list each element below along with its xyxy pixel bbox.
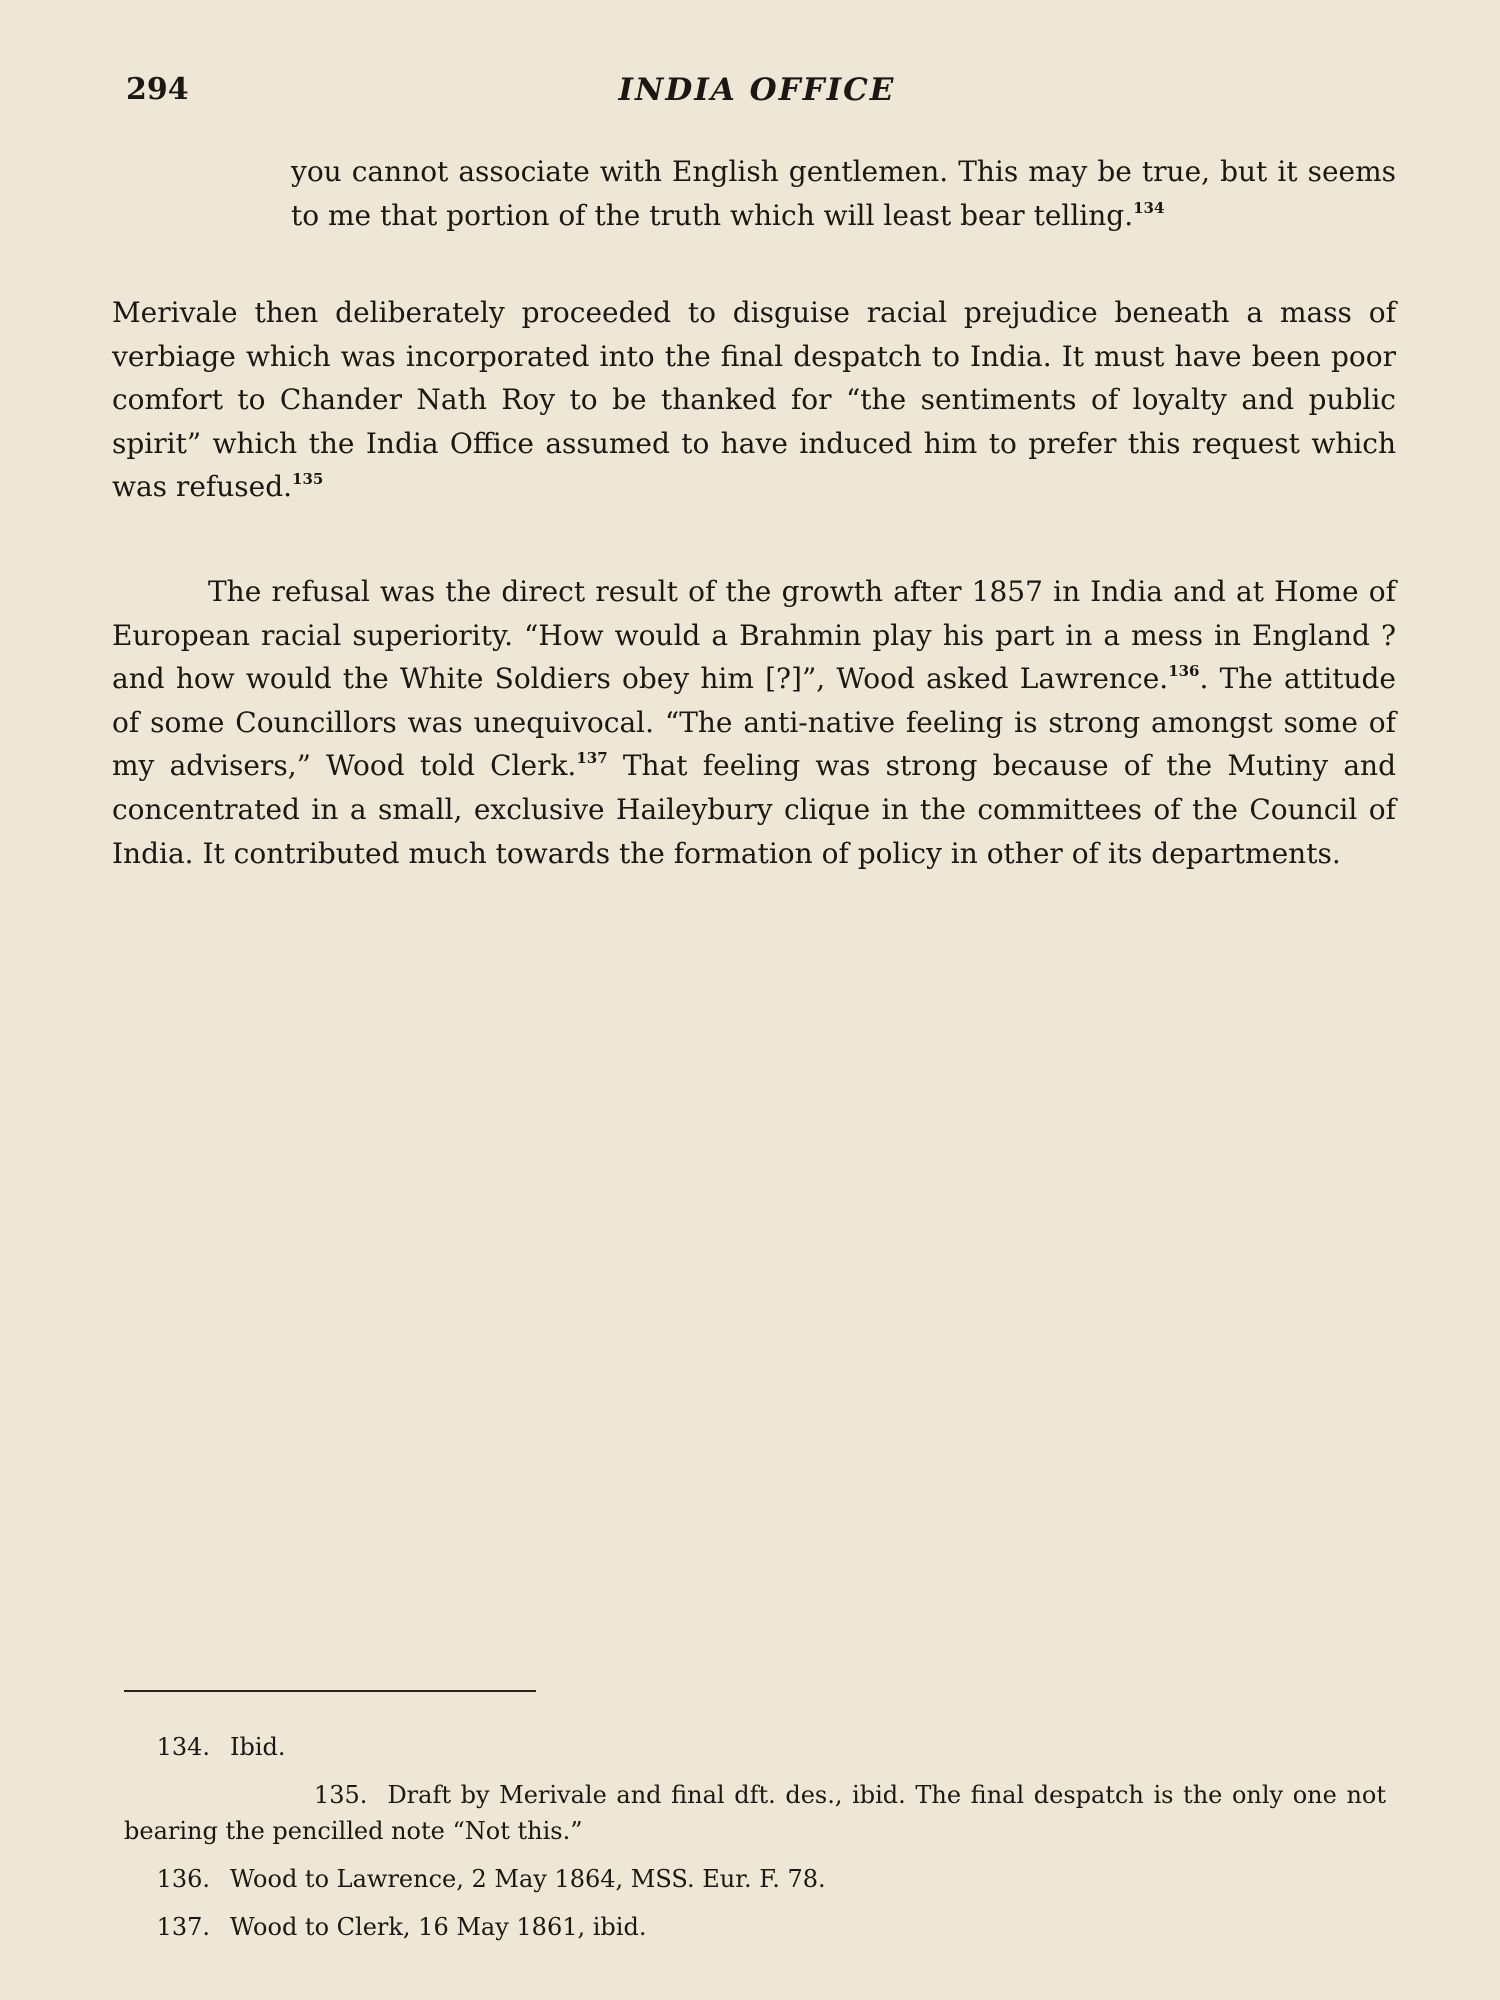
footnote-text: Wood to Lawrence, 2 May 1864, MSS. Eur. F. 78. <box>230 1865 826 1893</box>
footnote-text: Wood to Clerk, 16 May 1861, ibid. <box>230 1913 647 1941</box>
footnote-text: Ibid. <box>230 1733 286 1761</box>
paragraph-text-part2: . The attitude of some Councillors was unequivocal. “The anti-native feeling is strong amongst some of my advisers,” Wood told Clerk. <box>112 662 1396 783</box>
paragraph-refusal <box>112 570 1396 875</box>
footnote-number: 137. <box>156 1913 210 1941</box>
footnote-text: Draft by Merivale and final dft. des., ibid. The final despatch is the only one not bearing the pencilled note “Not this.” <box>124 1781 1386 1845</box>
paragraph-text-part3: That feeling was strong because of the Mutiny and concentrated in a small, exclusive Haileybury clique in the committees of the Council of India. It contributed much towards the formation of policy in other of its departments. <box>112 749 1396 870</box>
paragraph-text: Merivale then deliberately proceeded to disguise racial prejudice beneath a mass of verbiage which was incorporated into the final despatch to India. It must have been poor comfort to Chander Nath Roy to be thanked for “the sentiments of loyalty and public spirit” which the India Office assumed to have induced him to prefer this request which was refused. <box>112 296 1396 504</box>
running-title: INDIA OFFICE <box>618 72 896 108</box>
footnote-number: 135. <box>314 1781 368 1809</box>
page-number: 294 <box>126 72 189 107</box>
footnote-135 <box>124 1777 1386 1849</box>
page-header <box>112 72 1402 116</box>
paragraph-merivale <box>112 291 1396 509</box>
footnote-ref-134: 134 <box>1133 199 1165 217</box>
block-quote <box>291 150 1396 238</box>
footnote-number: 136. <box>156 1865 210 1893</box>
footnotes <box>124 1729 1386 1957</box>
footnote-134 <box>124 1729 1386 1765</box>
paragraph-text-part1: The refusal was the direct result of the growth after 1857 in India and at Home of European racial superiority. “How would a Brahmin play his part in a mess in England ? and how would the White Soldiers obey him [?]”, Wood asked Lawrence. <box>112 575 1396 696</box>
footnote-ref-136: 136 <box>1168 662 1200 681</box>
footnote-136 <box>124 1861 1386 1897</box>
footnote-number: 134. <box>156 1733 210 1761</box>
footnote-137 <box>124 1909 1386 1945</box>
footnote-ref-137: 137 <box>576 749 608 768</box>
footnote-ref-135: 135 <box>292 470 324 489</box>
footnote-divider <box>124 1690 536 1692</box>
block-quote-text: you cannot associate with English gentlemen. This may be true, but it seems to me that portion of the truth which will least bear telling. <box>291 155 1396 232</box>
